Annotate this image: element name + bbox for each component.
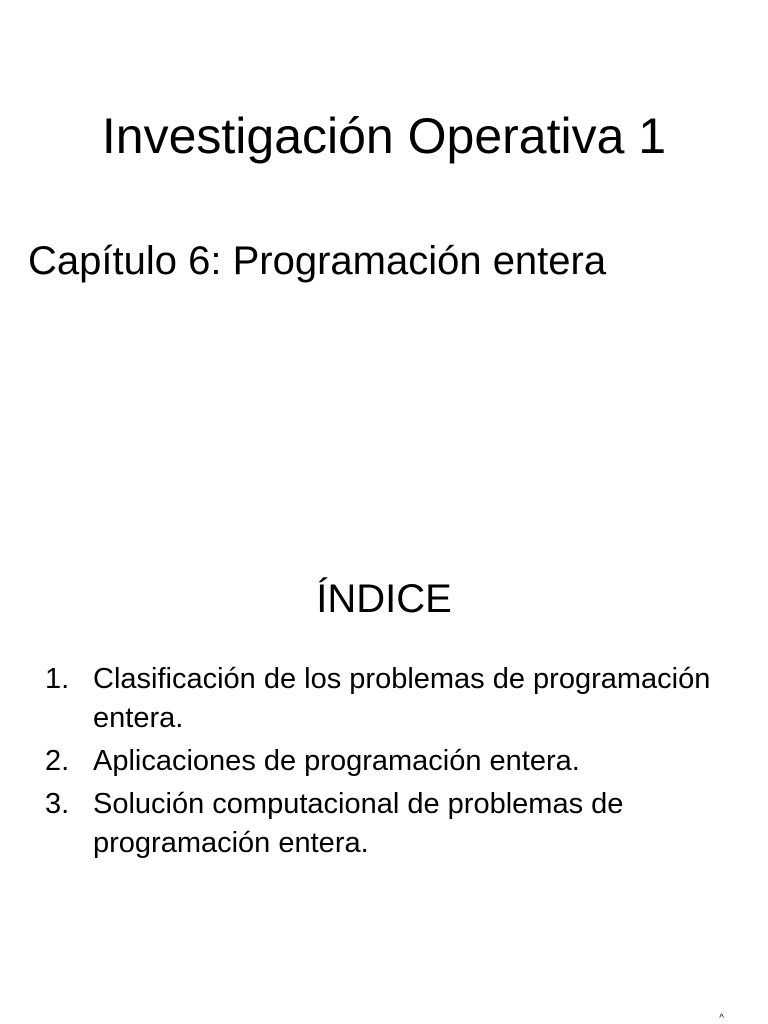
index-item-text: Clasificación de los problemas de programación entera.: [93, 663, 711, 734]
index-list: [0, 660, 768, 867]
slide-title: Investigación Operativa 1: [101, 108, 667, 164]
index-item-number: 2.: [45, 745, 70, 777]
index-item-number: 3.: [45, 788, 70, 820]
index-item-number: 1.: [45, 663, 70, 695]
index-item-1: [0, 660, 768, 738]
index-item-text: Solución computacional de problemas de programación entera.: [93, 788, 624, 859]
page-mark: ^: [719, 1013, 724, 1024]
index-heading: ÍNDICE: [316, 577, 452, 621]
index-item-2: [0, 742, 768, 781]
slide-subtitle: Capítulo 6: Programación entera: [28, 239, 607, 283]
index-item-text: Aplicaciones de programación entera.: [93, 745, 580, 777]
index-item-3: [0, 785, 768, 863]
